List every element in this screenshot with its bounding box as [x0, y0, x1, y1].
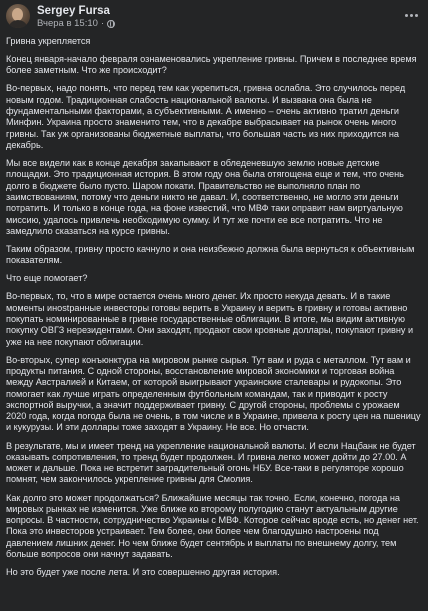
more-horizontal-icon: [405, 14, 408, 17]
meta-separator: ·: [100, 18, 105, 29]
post-paragraph: Во-вторых, супер конъюнктура на мировом рынке сырья. Тут вам и руда с металлом. Тут вам и продукты питания. С одной стороны, восстановление мировой экономики и торговая война между Австралией и Китаем, от которой выигрывают украинские сталевары и рудокопы. Это помогает как лучше играть определенным футбольным командам, так и приводит к росту экспортной выручки, а значит поддерживает гривну. С другой стороны, проблемы с урожаем 2020 года, когда погода была не очень, в том числе и в Украине, привела к росту цен на пшеницу и кукурузы. И эти доллары тоже заходят в Украину. Не все. Но отчасти.: [6, 354, 421, 433]
post-paragraph: Что еще помогает?: [6, 273, 88, 284]
post-paragraph: Но это будет уже после лета. И это совершенно другая история.: [6, 567, 280, 578]
post-timestamp[interactable]: Вчера в 15:10: [37, 18, 98, 29]
more-horizontal-icon: [410, 14, 413, 17]
post-meta: [37, 18, 115, 29]
post-paragraph: Как долго это может продолжаться? Ближайшие месяцы так точно. Если, конечно, погода на мировых рынках не изменится. Уже ближе ко второму полугодию станут актуальным другие вопросы. В частности, сотрудничество Украины с МВФ. Которое сейчас вроде есть, но денег нет. Пока это инвесторов устраивает. Тем более, они более чем благодушно настроены под давлением лишних денег. Но чем ближе будет сентябрь и выплаты по внешнему долгу, тем больше вопросов они начнут задавать.: [6, 492, 419, 560]
post-paragraph: Во-первых, то, что в мире остается очень много денег. Их просто некуда девать. И в такие моменты инostранные инвесторы готовы верить в Украину и верить в гривну и готовы активно покупать номинированные в гривне государственные облигации. В итоге, мы видим активную покупку ОВГЗ нерезидентами. Они заходят, продают свои кровные доллары, покупают гривну и уже на нее покупают облигации.: [6, 291, 414, 347]
post-paragraph: Гривна укрепляется: [6, 36, 91, 46]
post-paragraph: Таким образом, гривну просто качнуло и она неизбежно должна была вернуться к объективным показателям.: [6, 243, 415, 266]
post-paragraph: Мы все видели как в конце декабря закапывают в обледеневшую землю новые детские площадки. Это традиционная история. В этом году она была отягощена еще и тем, что очень долго в бюджете было пусто. Шаром покати. Правительство не выполняло план по заимствованиям, потому что деньги никто не давал. И, соответственно, не могло эти деньги потратить. И только в конце года, на фоне известий, что МВФ таки оправит нам виртуальную миссию, удалось привлечь необходимую сумму. И тут же почти ее все потратить. Что не замедлило сказаться на курсе гривны.: [6, 158, 404, 236]
post-header: [6, 4, 422, 30]
more-options-button[interactable]: [402, 8, 420, 22]
more-horizontal-icon: [415, 14, 418, 17]
globe-icon: [107, 20, 115, 28]
post-paragraph: Конец января-начало февраля ознаменовались укрепление гривны. Причем в последнее время более заметным. Что же происходит?: [6, 54, 417, 76]
post-paragraph: В результате, мы и имеет тренд на укрепление национальной валюты. И если Нацбанк не будет оказывать сопротивления, то тренд будет продолжен. И гривна легко может дойти до 27.00. А может и дальше. Пока не встретит заградительный огонь НБУ. Все-таки в регуляторе хорошо помнят, чем закончилось укрепление гривны для Смолия.: [6, 440, 416, 485]
avatar-shoulders: [8, 20, 28, 28]
avatar[interactable]: [6, 4, 30, 28]
post-body: [6, 36, 422, 585]
post-paragraph: Во-первых, надо понять, что перед тем как укрепиться, гривна ослабла. Это случилось перед новым годом. Традиционная слабость национальной валюты. И вызвана она была не фундаментальными факторами, а субъективными. А именно – очень активно тратил деньги Минфин. Украина просто знаменито тем, что в декабре выбрасывает на рынок очень много гривны. Так уж организованы бюджетные выплаты, что большая часть из них приходится на декабрь.: [6, 83, 406, 150]
author-name[interactable]: Sergey Fursa: [37, 5, 110, 17]
